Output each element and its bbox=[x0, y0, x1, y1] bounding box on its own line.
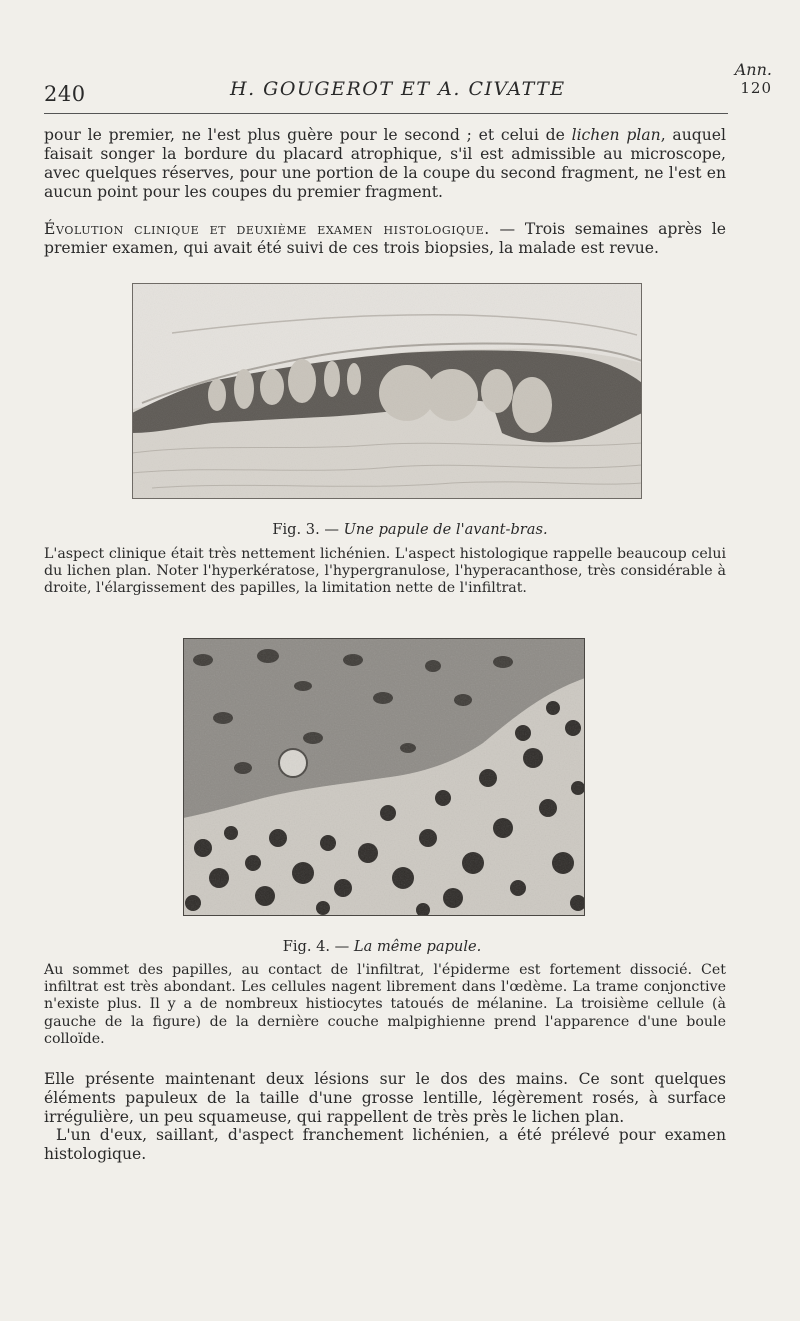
figure-4-label: Fig. 4. — bbox=[282, 938, 354, 955]
figure-4-legend: Au sommet des papilles, au contact de l'infiltrat, l'épiderme est fortement dissocié. Cet infiltrat est très abondant. Les cellules nagent librement dans l'œdème. La trame conjonctive n'existe plus. Il y a de nombreux histiocytes tatoués de mélanine. La troisième cellule (à gauche de la figure) de la dernière couche malpighienne prend l'apparence d'une boule colloïde. bbox=[44, 962, 726, 1047]
figure-4-caption bbox=[0, 938, 782, 955]
p1-italic-term: lichen plan bbox=[571, 126, 661, 144]
paragraph-evolution bbox=[44, 220, 726, 258]
figure-4-title: La même papule. bbox=[353, 938, 482, 955]
figure-3-title: Une papule de l'avant-bras. bbox=[343, 521, 548, 538]
figure-3-image bbox=[132, 283, 642, 499]
figure-4-micrograph bbox=[183, 638, 585, 916]
paragraph-continuation bbox=[44, 126, 726, 202]
figure-3-caption bbox=[10, 521, 800, 538]
p2-text: — Trois semaines après le premier examen, qui avait été suivi de ces trois biopsies, la malade est revue. bbox=[44, 220, 726, 257]
p1-text-b: , auquel faisait songer la bordure du placard atrophique, s'il est admissible au microscope, avec quelques réserves, pour une portion de la coupe du second fragment, ne l'est en aucun point pour les coupes du premier fragment. bbox=[44, 126, 726, 201]
figure-3-legend: L'aspect clinique était très nettement lichénien. L'aspect histologique rappelle beaucoup celui du lichen plan. Noter l'hyperkératose, l'hypergranulose, l'hyperacanthose, très considérable à droite, l'élargissement des papilles, la limitation nette de l'infiltrat. bbox=[44, 546, 726, 597]
figure-3-micrograph bbox=[132, 283, 642, 499]
header-authors: H. GOUGEROT ET A. CIVATTE bbox=[230, 78, 566, 100]
p1-text-a: pour le premier, ne l'est plus guère pour le second ; et celui de bbox=[44, 126, 572, 144]
figure-3-label: Fig. 3. — bbox=[272, 521, 344, 538]
paragraph-lesions: Elle présente maintenant deux lésions sur le dos des mains. Ce sont quelques éléments papuleux de la taille d'une grosse lentille, légèrement rosés, à surface irrégulière, un peu squameuse, qui rappellent de très près le lichen plan. bbox=[44, 1070, 726, 1126]
journal-abbreviation: Ann. bbox=[734, 60, 772, 79]
journal-reference bbox=[735, 60, 772, 98]
section-heading-evolution: Évolution clinique et deuxième examen histologique. bbox=[44, 220, 490, 238]
journal-volume: 120 bbox=[740, 79, 772, 97]
running-head bbox=[44, 60, 772, 106]
header-rule bbox=[44, 113, 728, 114]
paragraph-biopsy: L'un d'eux, saillant, d'aspect franchement lichénien, a été prélevé pour examen histologique. bbox=[44, 1126, 726, 1163]
page-number: 240 bbox=[44, 82, 86, 106]
figure-4-image bbox=[183, 638, 585, 916]
